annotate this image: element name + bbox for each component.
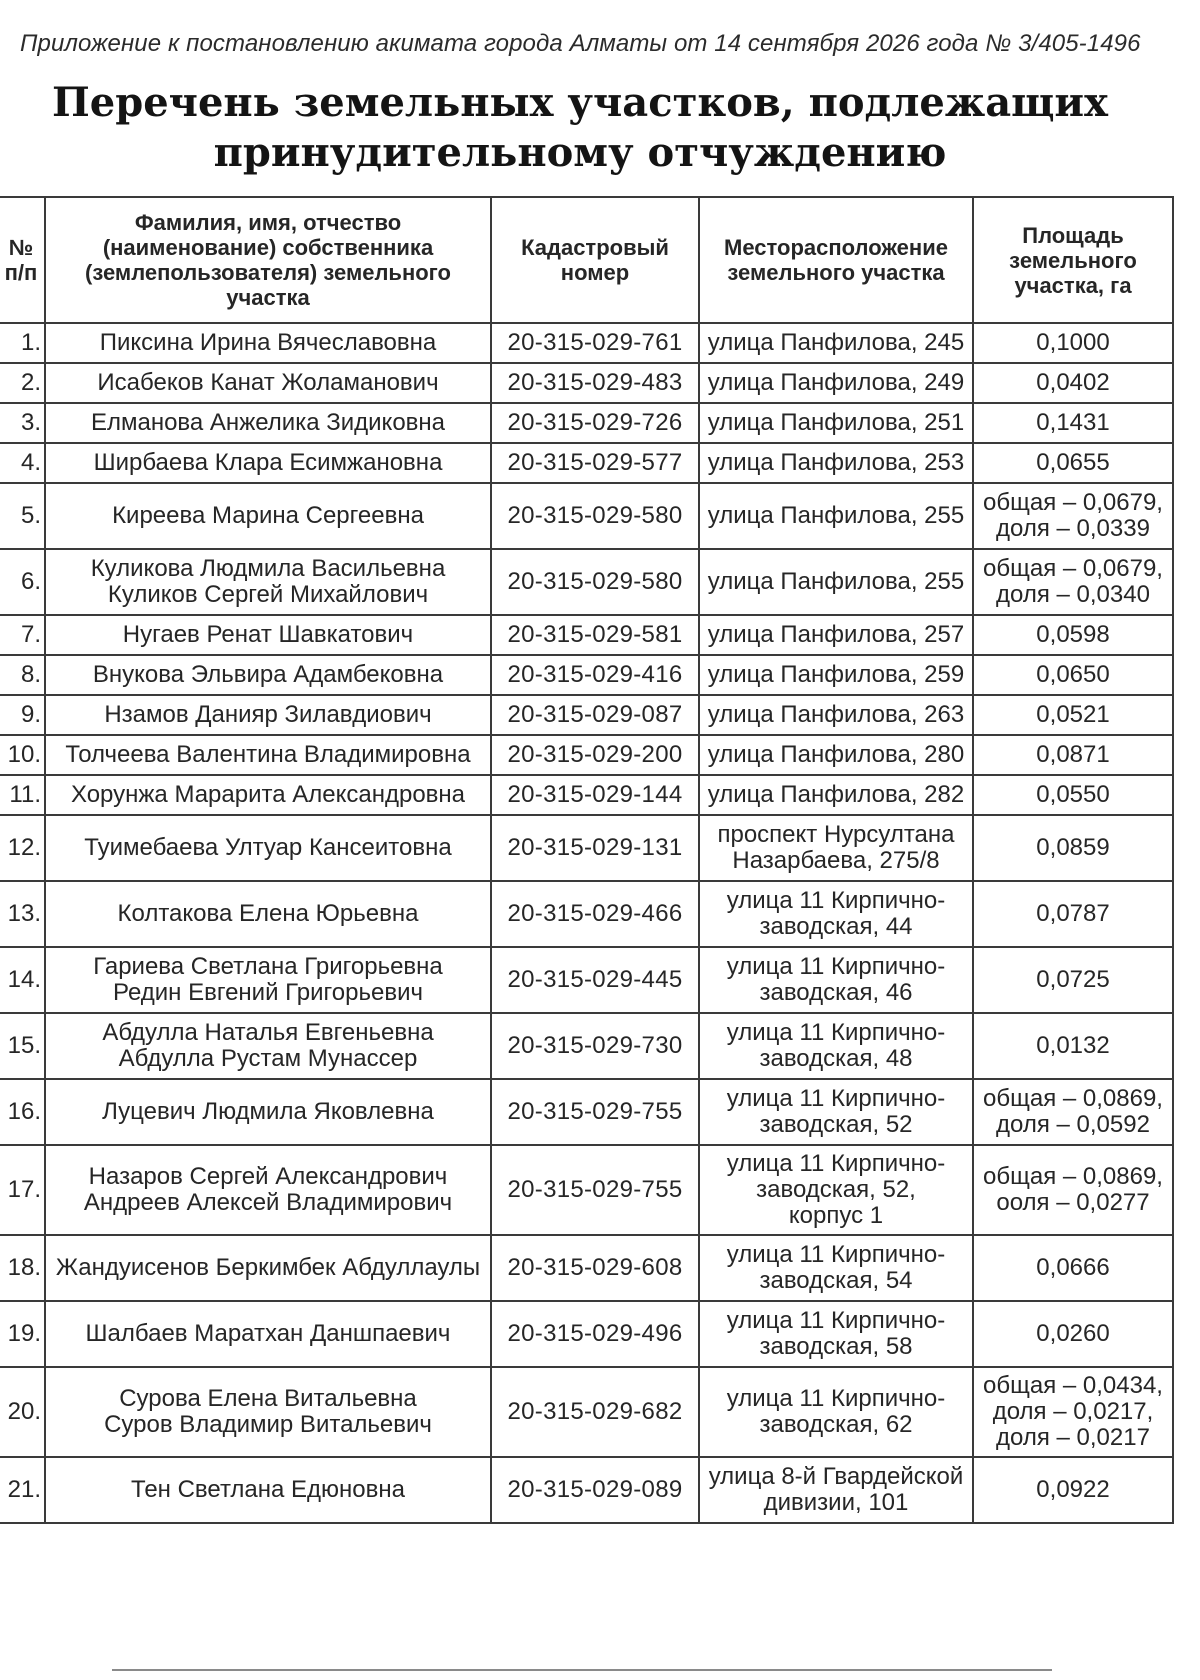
row-number: 21. — [0, 1457, 45, 1523]
owner-name: Ширбаева Клара Есимжановна — [45, 443, 491, 483]
plot-location: улица Панфилова, 245 — [699, 323, 973, 363]
plot-location: улица Панфилова, 280 — [699, 735, 973, 775]
cadastral-number: 20-315-029-144 — [491, 775, 699, 815]
bottom-divider — [112, 1669, 1052, 1671]
table-row — [0, 655, 1173, 695]
row-number: 3. — [0, 403, 45, 443]
plot-location: улица Панфилова, 282 — [699, 775, 973, 815]
plot-location: улица Панфилова, 255 — [699, 549, 973, 615]
plot-area: 0,0598 — [973, 615, 1173, 655]
cadastral-number: 20-315-029-089 — [491, 1457, 699, 1523]
header-location: Месторасположение земельного участка — [699, 197, 973, 323]
owner-name: Елманова Анжелика Зидиковна — [45, 403, 491, 443]
plot-location: улица 11 Кирпично- заводская, 48 — [699, 1013, 973, 1079]
row-number: 6. — [0, 549, 45, 615]
row-number: 10. — [0, 735, 45, 775]
plot-area: общая – 0,0869, доля – 0,0592 — [973, 1079, 1173, 1145]
cadastral-number: 20-315-029-580 — [491, 549, 699, 615]
plot-location: улица Панфилова, 253 — [699, 443, 973, 483]
plot-location: улица Панфилова, 255 — [699, 483, 973, 549]
table-row — [0, 735, 1173, 775]
owner-name: Гариева Светлана Григорьевна Редин Евгений Григорьевич — [45, 947, 491, 1013]
row-number: 11. — [0, 775, 45, 815]
row-number: 2. — [0, 363, 45, 403]
row-number: 13. — [0, 881, 45, 947]
table-row — [0, 1457, 1173, 1523]
cadastral-number: 20-315-029-466 — [491, 881, 699, 947]
row-number: 9. — [0, 695, 45, 735]
table-row — [0, 1145, 1173, 1235]
table-row — [0, 549, 1173, 615]
row-number: 7. — [0, 615, 45, 655]
plot-area: 0,1000 — [973, 323, 1173, 363]
plot-location: улица Панфилова, 263 — [699, 695, 973, 735]
plot-area: 0,0402 — [973, 363, 1173, 403]
table-row — [0, 363, 1173, 403]
owner-name: Тен Светлана Едюновна — [45, 1457, 491, 1523]
plot-area: 0,0787 — [973, 881, 1173, 947]
row-number: 12. — [0, 815, 45, 881]
cadastral-number: 20-315-029-726 — [491, 403, 699, 443]
plot-area: 0,0871 — [973, 735, 1173, 775]
land-plots-table — [0, 196, 1174, 1524]
plot-location: улица 8-й Гвардейской дивизии, 101 — [699, 1457, 973, 1523]
plot-location: улица 11 Кирпично- заводская, 62 — [699, 1367, 973, 1457]
plot-location: улица Панфилова, 249 — [699, 363, 973, 403]
row-number: 19. — [0, 1301, 45, 1367]
table-header — [0, 197, 1173, 323]
plot-location: улица Панфилова, 251 — [699, 403, 973, 443]
row-number: 8. — [0, 655, 45, 695]
plot-location: улица 11 Кирпично- заводская, 54 — [699, 1235, 973, 1301]
cadastral-number: 20-315-029-416 — [491, 655, 699, 695]
plot-area: общая – 0,0434, доля – 0,0217, доля – 0,0217 — [973, 1367, 1173, 1457]
table-row — [0, 1301, 1173, 1367]
row-number: 16. — [0, 1079, 45, 1145]
cadastral-number: 20-315-029-131 — [491, 815, 699, 881]
cadastral-number: 20-315-029-087 — [491, 695, 699, 735]
plot-area: общая – 0,0869, ооля – 0,0277 — [973, 1145, 1173, 1235]
owner-name: Туимебаева Ултуар Кансеитовна — [45, 815, 491, 881]
owner-name: Сурова Елена Витальевна Суров Владимир Витальевич — [45, 1367, 491, 1457]
table-row — [0, 815, 1173, 881]
plot-area: 0,0260 — [973, 1301, 1173, 1367]
row-number: 17. — [0, 1145, 45, 1235]
row-number: 5. — [0, 483, 45, 549]
plot-area: 0,0725 — [973, 947, 1173, 1013]
cadastral-number: 20-315-029-682 — [491, 1367, 699, 1457]
plot-area: 0,0922 — [973, 1457, 1173, 1523]
plot-location: улица Панфилова, 257 — [699, 615, 973, 655]
plot-location: улица 11 Кирпично- заводская, 46 — [699, 947, 973, 1013]
plot-area: общая – 0,0679, доля – 0,0340 — [973, 549, 1173, 615]
table-row — [0, 323, 1173, 363]
owner-name: Куликова Людмила Васильевна Куликов Сергей Михайлович — [45, 549, 491, 615]
owner-name: Жандуисенов Беркимбек Абдуллаулы — [45, 1235, 491, 1301]
row-number: 15. — [0, 1013, 45, 1079]
plot-area: 0,0655 — [973, 443, 1173, 483]
row-number: 4. — [0, 443, 45, 483]
plot-area: 0,0132 — [973, 1013, 1173, 1079]
cadastral-number: 20-315-029-580 — [491, 483, 699, 549]
owner-name: Толчеева Валентина Владимировна — [45, 735, 491, 775]
cadastral-number: 20-315-029-496 — [491, 1301, 699, 1367]
row-number: 14. — [0, 947, 45, 1013]
plot-area: 0,0859 — [973, 815, 1173, 881]
plot-area: общая – 0,0679, доля – 0,0339 — [973, 483, 1173, 549]
table-row — [0, 1013, 1173, 1079]
cadastral-number: 20-315-029-755 — [491, 1145, 699, 1235]
cadastral-number: 20-315-029-730 — [491, 1013, 699, 1079]
table-row — [0, 881, 1173, 947]
table-row — [0, 695, 1173, 735]
owner-name: Пиксина Ирина Вячеславовна — [45, 323, 491, 363]
plot-area: 0,0521 — [973, 695, 1173, 735]
plot-location: улица 11 Кирпично- заводская, 52, корпус 1 — [699, 1145, 973, 1235]
document-title — [0, 78, 1160, 178]
cadastral-number: 20-315-029-483 — [491, 363, 699, 403]
cadastral-number: 20-315-029-761 — [491, 323, 699, 363]
owner-name: Назаров Сергей Александрович Андреев Алексей Владимирович — [45, 1145, 491, 1235]
owner-name: Внукова Эльвира Адамбековна — [45, 655, 491, 695]
cadastral-number: 20-315-029-581 — [491, 615, 699, 655]
table-row — [0, 947, 1173, 1013]
table-body — [0, 323, 1173, 1523]
table-row — [0, 1079, 1173, 1145]
header-owner: Фамилия, имя, отчество (наименование) собственника (землепользователя) земельного участка — [45, 197, 491, 323]
plot-location: проспект Нурсултана Назарбаева, 275/8 — [699, 815, 973, 881]
owner-name: Колтакова Елена Юрьевна — [45, 881, 491, 947]
document-title-line-1: Перечень земельных участков, подлежащих — [52, 79, 1108, 126]
header-row — [0, 197, 1173, 323]
cadastral-number: 20-315-029-577 — [491, 443, 699, 483]
plot-area: 0,0550 — [973, 775, 1173, 815]
cadastral-number: 20-315-029-200 — [491, 735, 699, 775]
plot-area: 0,1431 — [973, 403, 1173, 443]
table-row — [0, 1367, 1173, 1457]
owner-name: Шалбаев Маратхан Даншпаевич — [45, 1301, 491, 1367]
plot-location: улица 11 Кирпично- заводская, 52 — [699, 1079, 973, 1145]
cadastral-number: 20-315-029-608 — [491, 1235, 699, 1301]
table-row — [0, 615, 1173, 655]
document-subtitle: Приложение к постановлению акимата города Алматы от 14 сентября 2026 года № 3/405-1496 — [20, 30, 1141, 57]
cadastral-number: 20-315-029-445 — [491, 947, 699, 1013]
owner-name: Нзамов Данияр Зилавдиович — [45, 695, 491, 735]
header-area: Площадь земельного участка, га — [973, 197, 1173, 323]
row-number: 20. — [0, 1367, 45, 1457]
plot-location: улица 11 Кирпично- заводская, 58 — [699, 1301, 973, 1367]
owner-name: Луцевич Людмила Яковлевна — [45, 1079, 491, 1145]
row-number: 1. — [0, 323, 45, 363]
plot-location: улица 11 Кирпично- заводская, 44 — [699, 881, 973, 947]
owner-name: Исабеков Канат Жоламанович — [45, 363, 491, 403]
table-row — [0, 775, 1173, 815]
table-row — [0, 483, 1173, 549]
header-number: № п/п — [0, 197, 45, 323]
cadastral-number: 20-315-029-755 — [491, 1079, 699, 1145]
owner-name: Нугаев Ренат Шавкатович — [45, 615, 491, 655]
plot-area: 0,0666 — [973, 1235, 1173, 1301]
table-row — [0, 403, 1173, 443]
document-title-line-2: принудительному отчуждению — [213, 129, 947, 176]
plot-location: улица Панфилова, 259 — [699, 655, 973, 695]
row-number: 18. — [0, 1235, 45, 1301]
table-row — [0, 443, 1173, 483]
plot-area: 0,0650 — [973, 655, 1173, 695]
header-cadastre: Кадастровый номер — [491, 197, 699, 323]
table-row — [0, 1235, 1173, 1301]
owner-name: Хорунжа Марарита Александровна — [45, 775, 491, 815]
owner-name: Абдулла Наталья Евгеньевна Абдулла Рустам Мунассер — [45, 1013, 491, 1079]
owner-name: Киреева Марина Сергеевна — [45, 483, 491, 549]
